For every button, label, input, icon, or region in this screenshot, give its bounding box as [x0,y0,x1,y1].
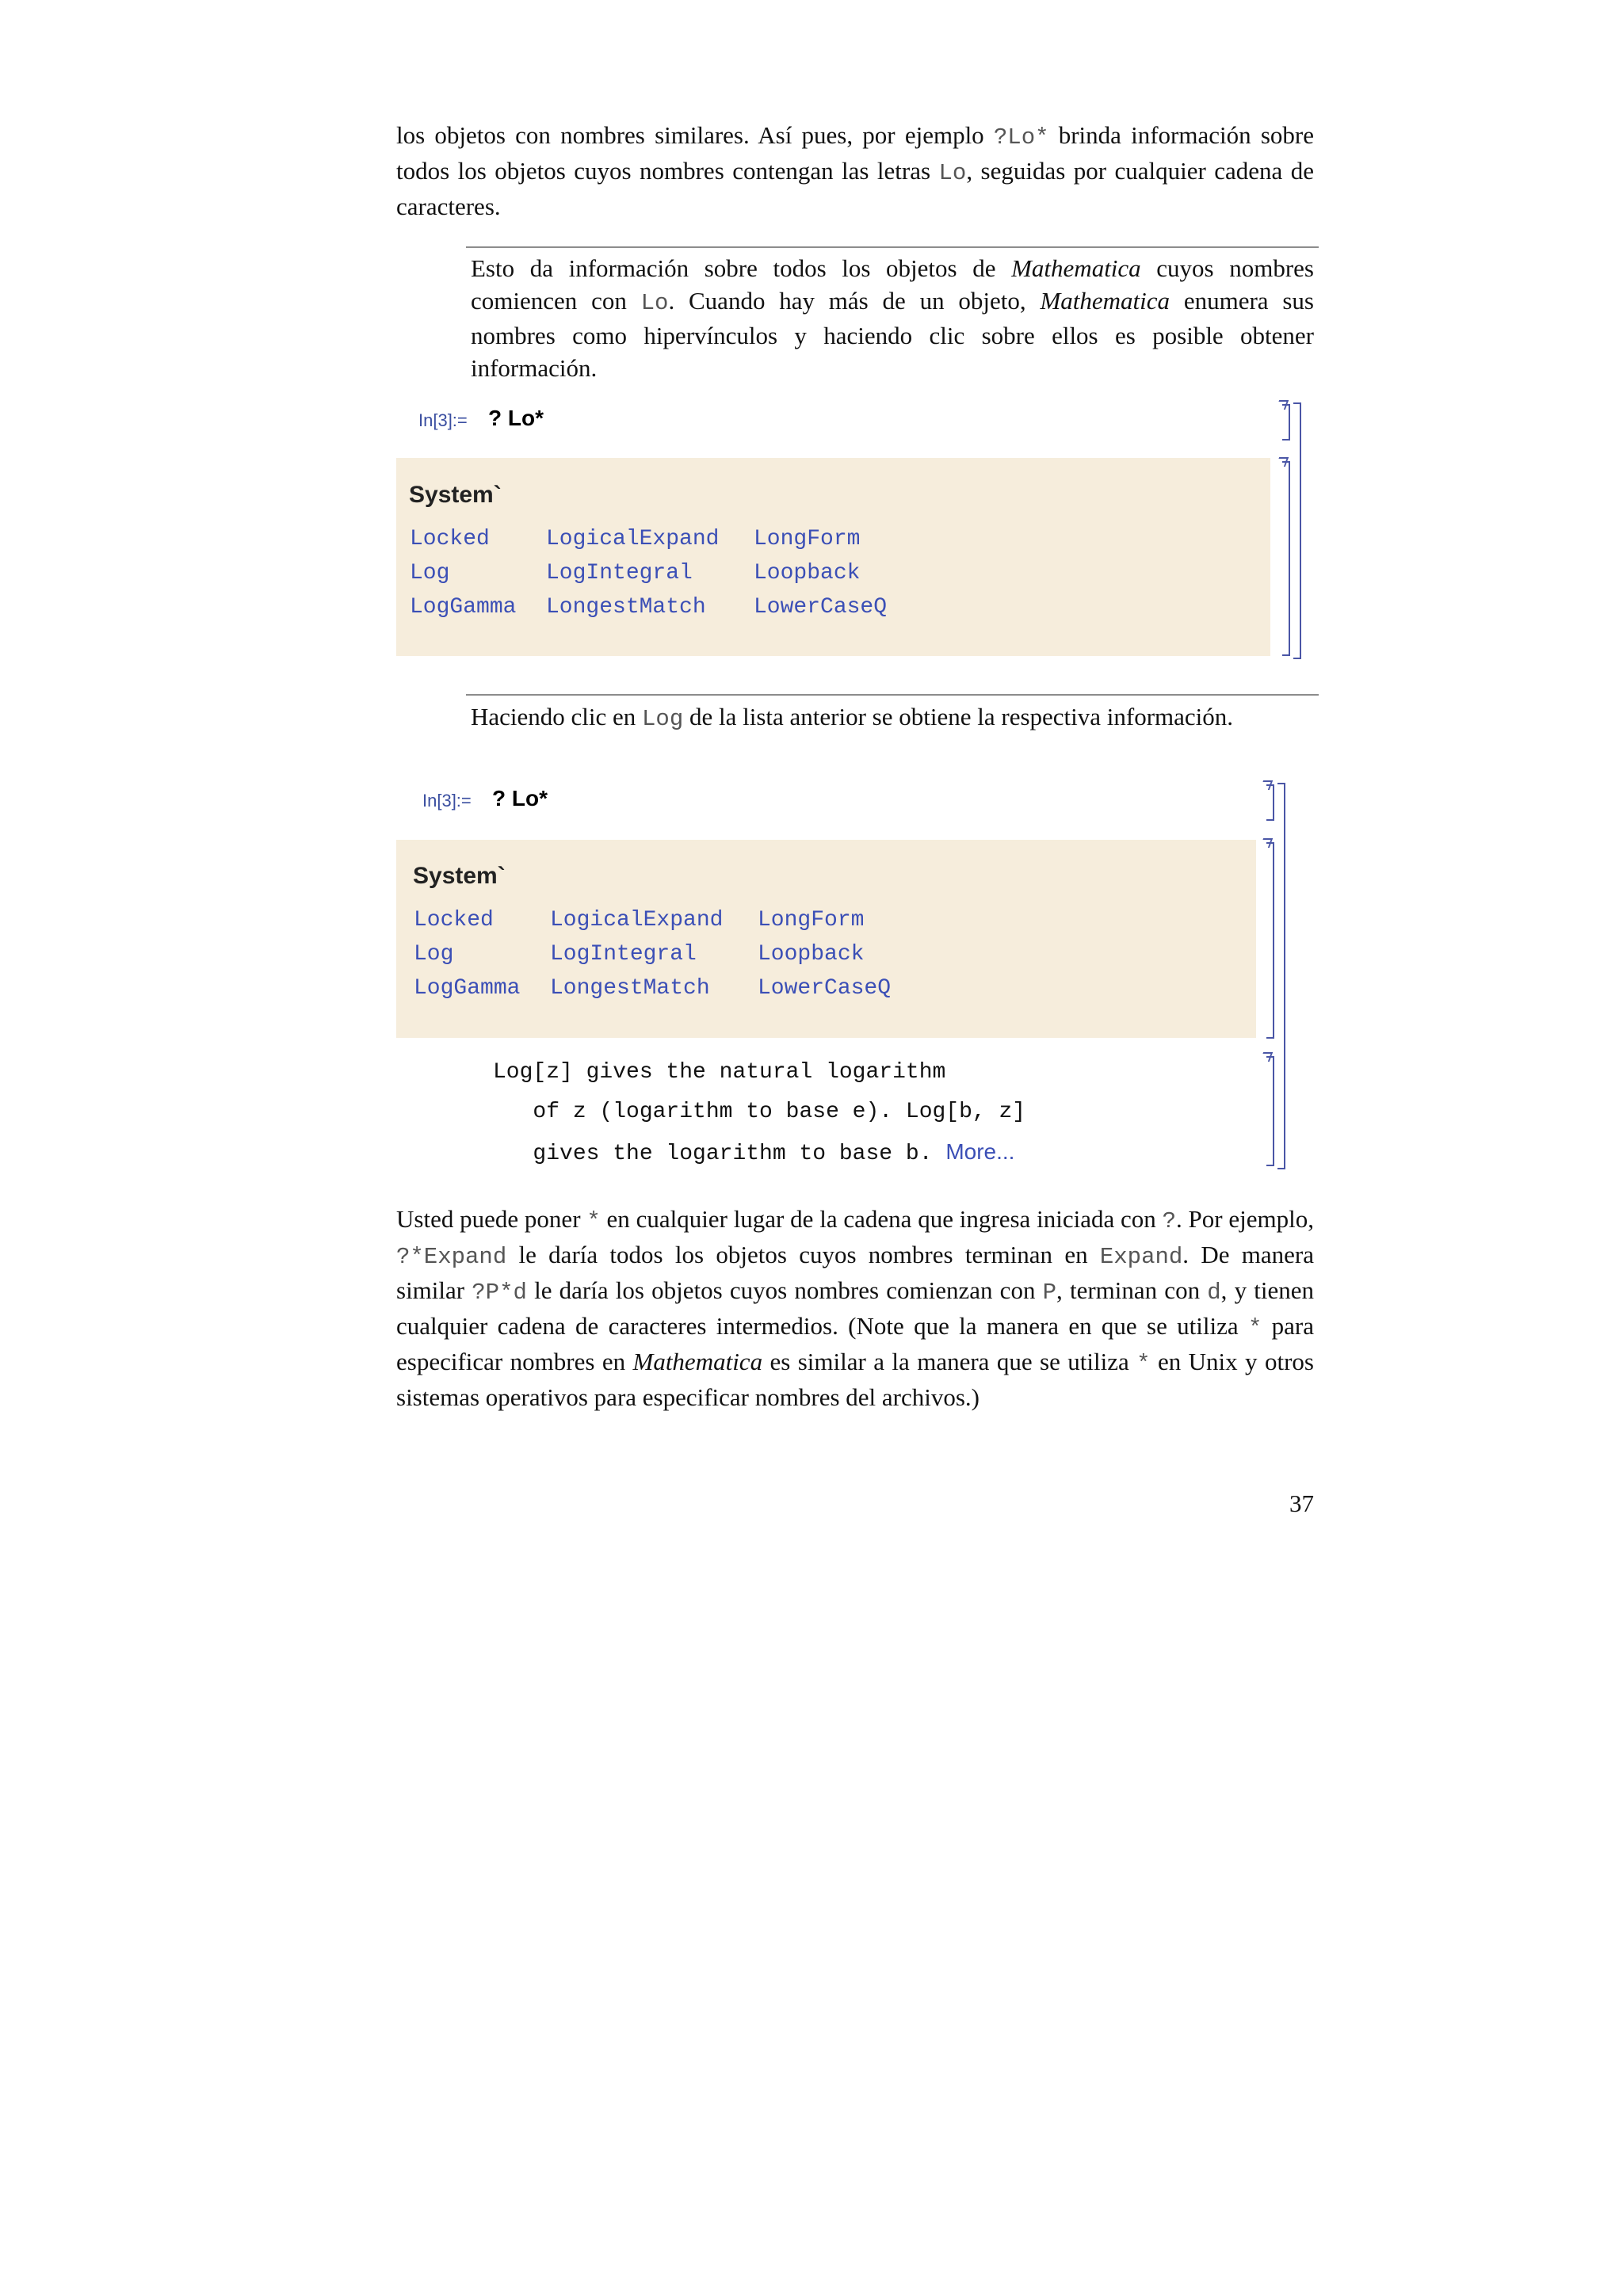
group-bracket[interactable] [1293,402,1301,659]
name-link[interactable]: LogIntegral [546,561,693,585]
name-link[interactable]: LowerCaseQ [758,976,892,1001]
code-span: P [1042,1280,1057,1306]
text-span: , y tienen cualquier cadena de caracteres intermedios. (Note que la manera en que se utiliza [396,1276,1314,1340]
input-label: In[3]:= [422,791,472,810]
usage-line: of z (logarithm to base e). Log[b, z] [493,1100,1026,1124]
cell-bracket[interactable] [1266,1056,1274,1166]
context-label: System` [413,863,506,889]
note-paragraph-1 [471,252,1314,384]
code-span: Lo [640,290,669,316]
intro-paragraph [396,119,1314,223]
italic-span: Mathematica [632,1348,763,1375]
text-span: . Por ejemplo, [1175,1205,1314,1233]
name-link[interactable]: LowerCaseQ [754,595,888,620]
usage-line: gives the logarithm to base b. [493,1142,933,1166]
text-span: le daría todos los objetos cuyos nombres terminan en [506,1241,1100,1268]
name-list [410,527,928,629]
text-span: . Cuando hay más de un objeto, [668,287,1041,315]
code-span: * [1136,1351,1151,1377]
code-span: * [1247,1315,1262,1341]
name-link[interactable]: Log [410,561,450,585]
name-list [414,908,932,1010]
more-link[interactable]: More... [945,1139,1015,1164]
code-span: ? [1162,1208,1176,1234]
text-span: , seguidas por cualquier cadena de caracteres. [396,157,1314,220]
text-span: Haciendo clic en [471,703,643,730]
page-number: 37 [1289,1489,1314,1517]
name-link[interactable]: LogGamma [414,976,521,1001]
code-span: Log [642,706,684,732]
text-span: le daría los objetos cuyos nombres comienzan con [526,1276,1043,1304]
name-link[interactable]: Locked [410,527,490,551]
name-link[interactable]: LogIntegral [550,942,697,967]
text-span: para especificar nombres en [396,1312,1314,1375]
code-span: d [1207,1280,1221,1306]
wildcard-paragraph [396,1203,1314,1414]
usage-message [493,1053,1025,1174]
text-span: Usted puede poner [396,1205,587,1233]
italic-span: Mathematica [1040,287,1170,315]
code-span: ?Lo* [993,124,1049,151]
cell-bracket[interactable] [1282,461,1290,656]
note-divider [466,246,1319,248]
input-code[interactable]: ? Lo* [488,406,544,430]
name-link[interactable]: LongestMatch [546,595,706,620]
name-link[interactable]: Locked [414,908,494,933]
text-span: de la lista anterior se obtiene la respectiva información. [683,703,1234,730]
name-link[interactable]: Loopback [758,942,865,967]
input-label: In[3]:= [418,410,468,430]
name-link[interactable]: LongForm [754,527,861,551]
text-span: Esto da información sobre todos los objetos de [471,254,1012,282]
name-link[interactable]: Loopback [754,561,861,585]
text-span: brinda información sobre todos los objetos cuyos nombres contengan las letras [396,121,1314,185]
text-span: los objetos con nombres similares. Así pues, por ejemplo [396,121,994,149]
code-span: Lo [938,160,967,186]
cell-bracket[interactable] [1266,842,1274,1039]
name-link[interactable]: LogGamma [410,595,517,620]
name-link[interactable]: LogicalExpand [546,527,720,551]
code-span: ?P*d [472,1280,527,1306]
text-span: en Unix y otros sistemas operativos para especificar nombres del archivos.) [396,1348,1314,1411]
name-link[interactable]: Log [414,942,454,967]
name-link[interactable]: LongForm [758,908,865,933]
code-span: Expand [1099,1244,1183,1270]
text-span: , terminan con [1056,1276,1208,1304]
text-span: enumera sus nombres como hipervínculos y haciendo clic sobre ellos es posible obtener información. [471,287,1314,382]
text-span: . De manera similar [396,1241,1314,1304]
name-link[interactable]: LongestMatch [550,976,710,1001]
text-span: cuyos nombres comiencen con [471,254,1314,315]
group-bracket[interactable] [1277,783,1285,1169]
input-code[interactable]: ? Lo* [492,786,548,810]
italic-span: Mathematica [1011,254,1141,282]
context-label: System` [409,482,502,508]
name-link[interactable]: LogicalExpand [550,908,724,933]
text-span: es similar a la manera que se utiliza [762,1348,1137,1375]
code-span: ?*Expand [396,1244,507,1270]
note-divider [466,694,1319,696]
text-span: en cualquier lugar de la cadena que ingresa iniciada con [600,1205,1163,1233]
note-paragraph-2 [471,700,1314,735]
code-span: * [586,1208,601,1234]
usage-line: Log[z] gives the natural logarithm [493,1060,946,1085]
